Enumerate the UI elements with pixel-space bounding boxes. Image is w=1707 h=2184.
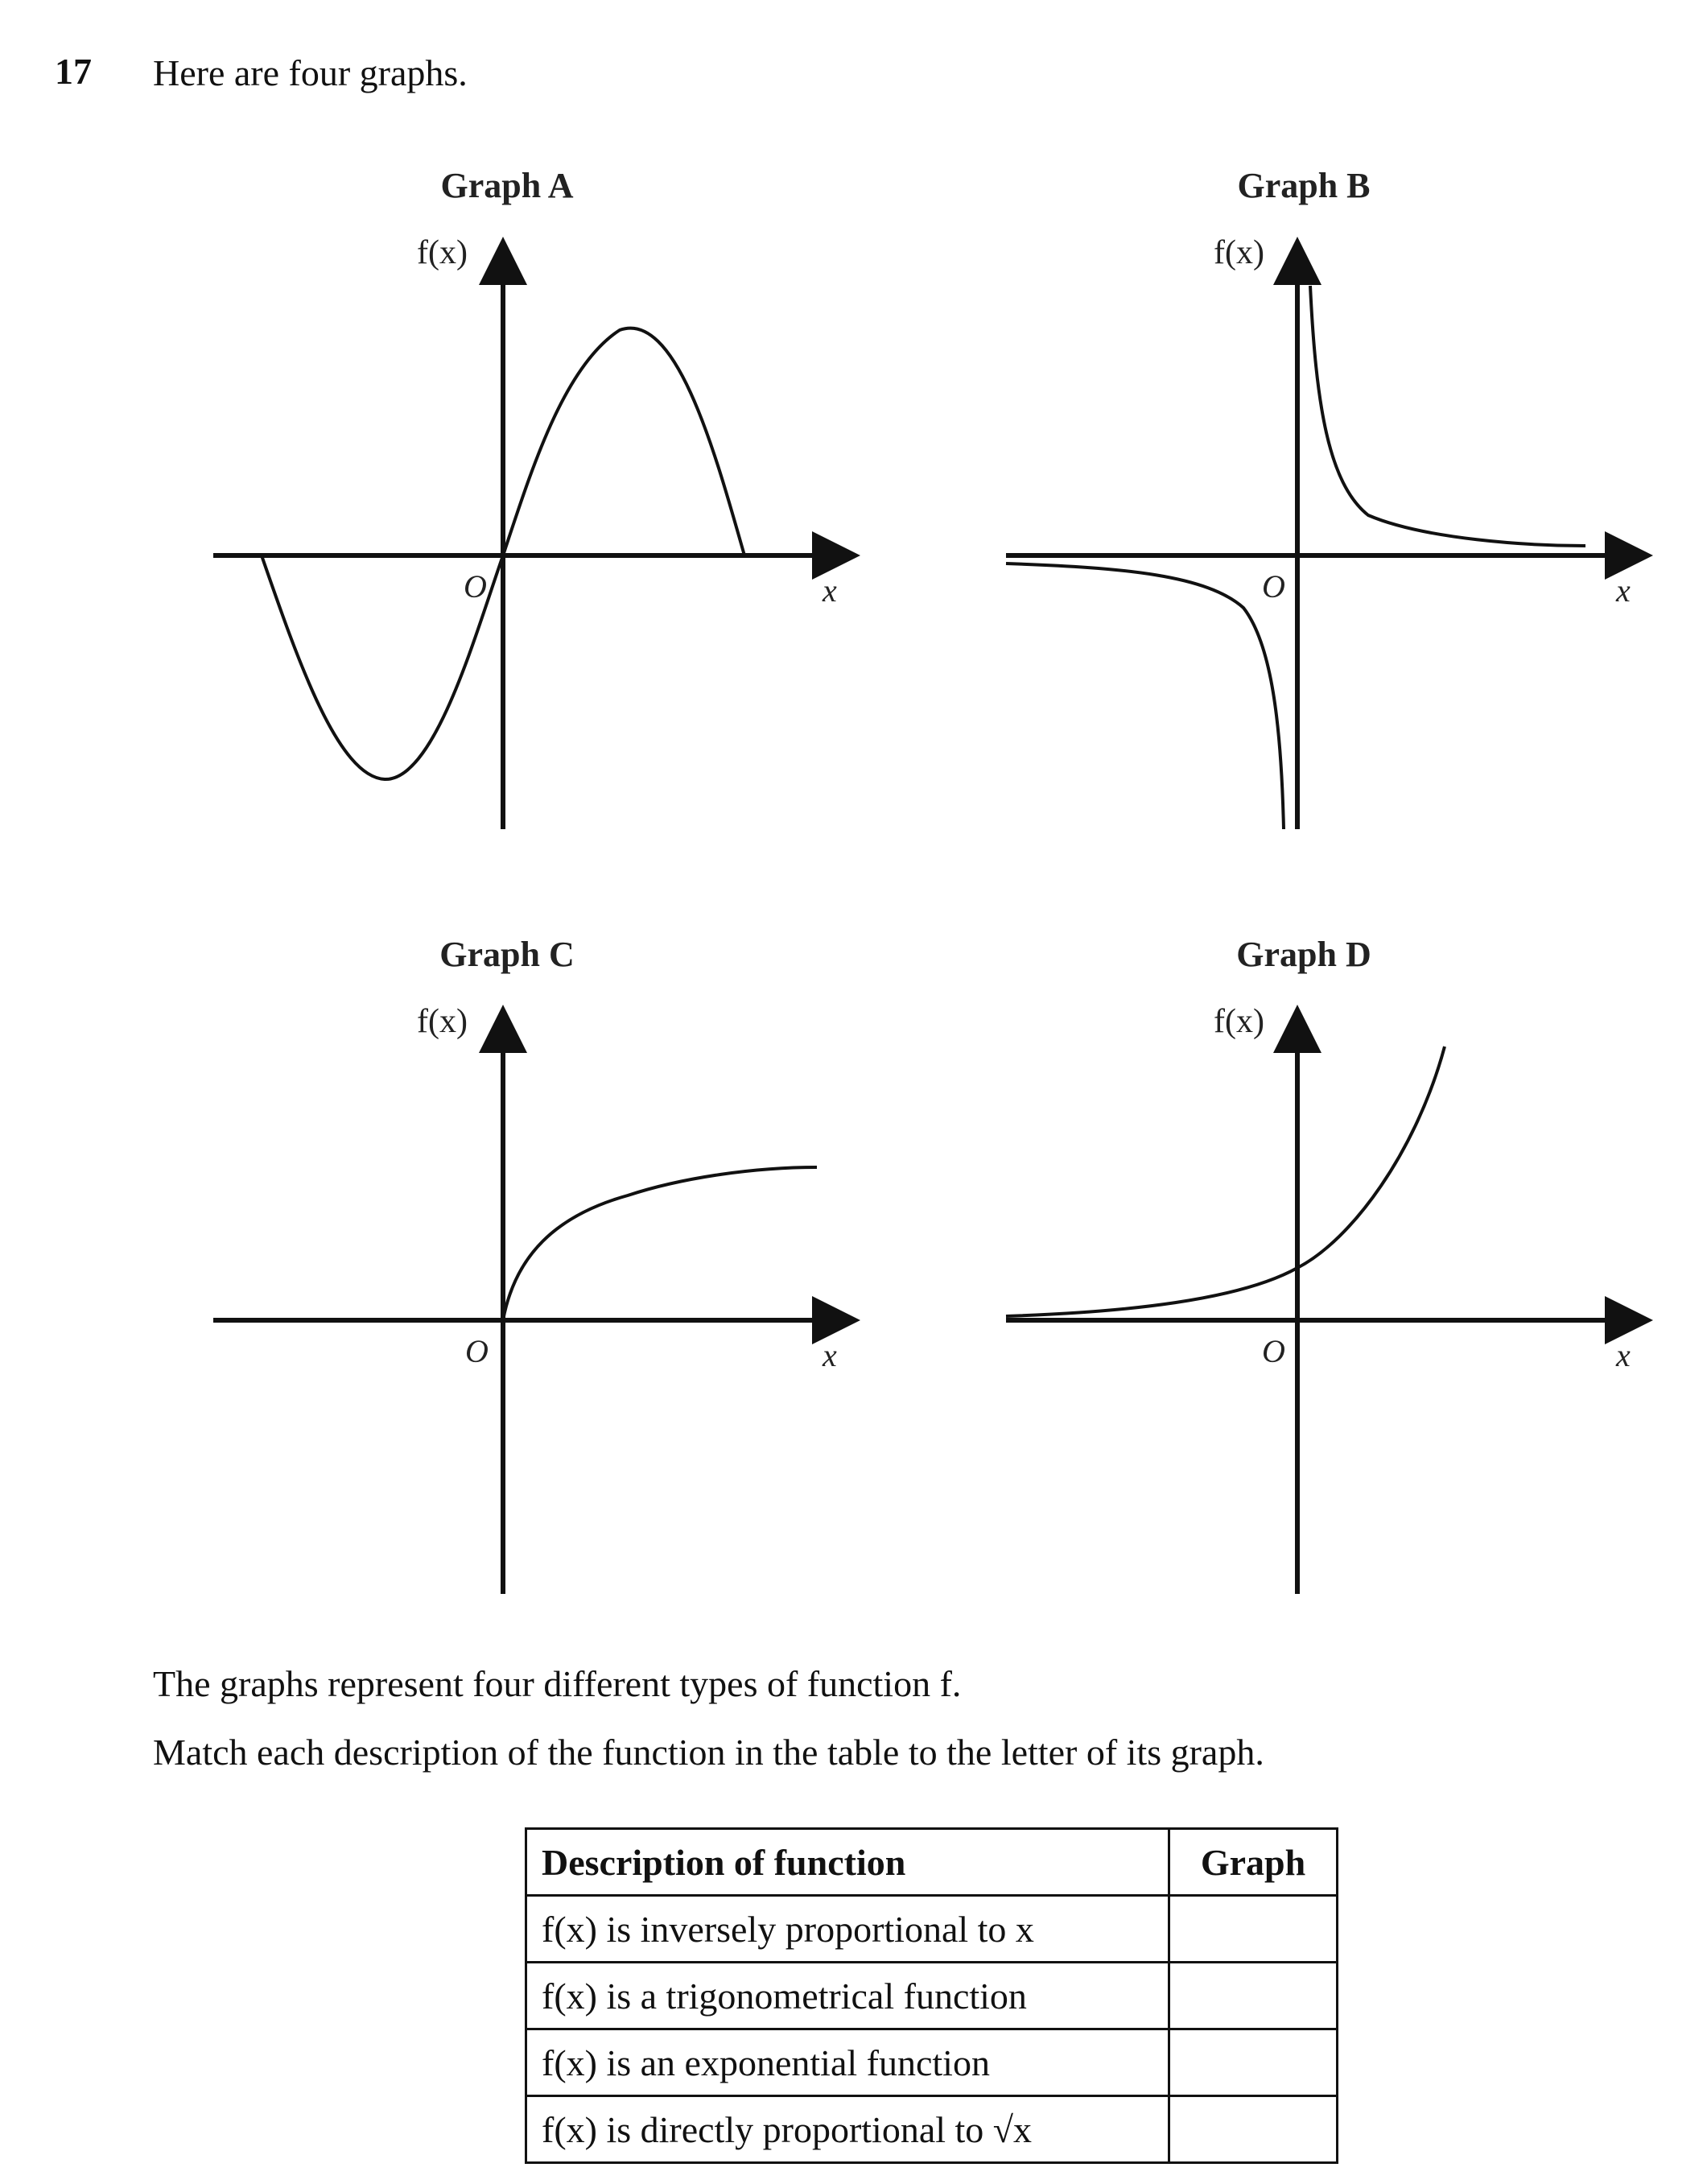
graph-d-curve: [1006, 1047, 1445, 1316]
graph-c-title: Graph C: [439, 935, 575, 974]
row-description: f(x) is inversely proportional to x: [526, 1896, 1169, 1963]
table-row: [526, 1963, 1338, 2029]
graph-b-curve-left: [1006, 564, 1284, 829]
graph-b-curve-right: [1310, 286, 1585, 546]
row-graph-answer[interactable]: [1169, 2096, 1338, 2163]
graph-d-title: Graph D: [1236, 935, 1371, 974]
text-line-1: The graphs represent four different types of function f.: [153, 1663, 962, 1704]
graph-a-origin: O: [464, 568, 487, 605]
graph-c-xlabel: x: [823, 1337, 837, 1373]
header-description: Description of function: [526, 1829, 1169, 1896]
question-number: 17: [55, 51, 92, 92]
graph-a-title: Graph A: [440, 166, 574, 205]
graph-a-ylabel: f(x): [417, 234, 468, 271]
question-intro: Here are four graphs.: [153, 52, 468, 93]
row-graph-answer[interactable]: [1169, 1896, 1338, 1963]
table-row: [526, 2029, 1338, 2096]
graph-d-ylabel: f(x): [1214, 1003, 1264, 1040]
row-description: f(x) is an exponential function: [526, 2029, 1169, 2096]
graph-b-title: Graph B: [1237, 166, 1371, 205]
graph-a-xlabel: x: [823, 572, 837, 609]
table-row: [526, 1896, 1338, 1963]
graph-a: [213, 256, 841, 829]
graph-d: [1006, 1024, 1634, 1594]
table-header-row: [526, 1829, 1338, 1896]
graph-b-xlabel: x: [1616, 572, 1631, 609]
graph-c-ylabel: f(x): [417, 1003, 468, 1040]
graph-b-ylabel: f(x): [1214, 234, 1264, 271]
graph-b-origin: O: [1262, 568, 1285, 605]
text-line-2: Match each description of the function in the table to the letter of its graph.: [153, 1732, 1264, 1773]
row-description: f(x) is a trigonometrical function: [526, 1963, 1169, 2029]
row-description: f(x) is directly proportional to √x: [526, 2096, 1169, 2163]
graph-b: [1006, 256, 1634, 829]
header-graph: Graph: [1169, 1829, 1338, 1896]
graph-d-xlabel: x: [1616, 1337, 1631, 1373]
table-row: [526, 2096, 1338, 2163]
graph-c-origin: O: [465, 1333, 489, 1369]
graph-d-origin: O: [1262, 1333, 1285, 1369]
graph-c-curve: [503, 1167, 817, 1320]
row-graph-answer[interactable]: [1169, 2029, 1338, 2096]
row-graph-answer[interactable]: [1169, 1963, 1338, 2029]
answer-table: [525, 1827, 1338, 2164]
graph-c: [213, 1024, 841, 1594]
